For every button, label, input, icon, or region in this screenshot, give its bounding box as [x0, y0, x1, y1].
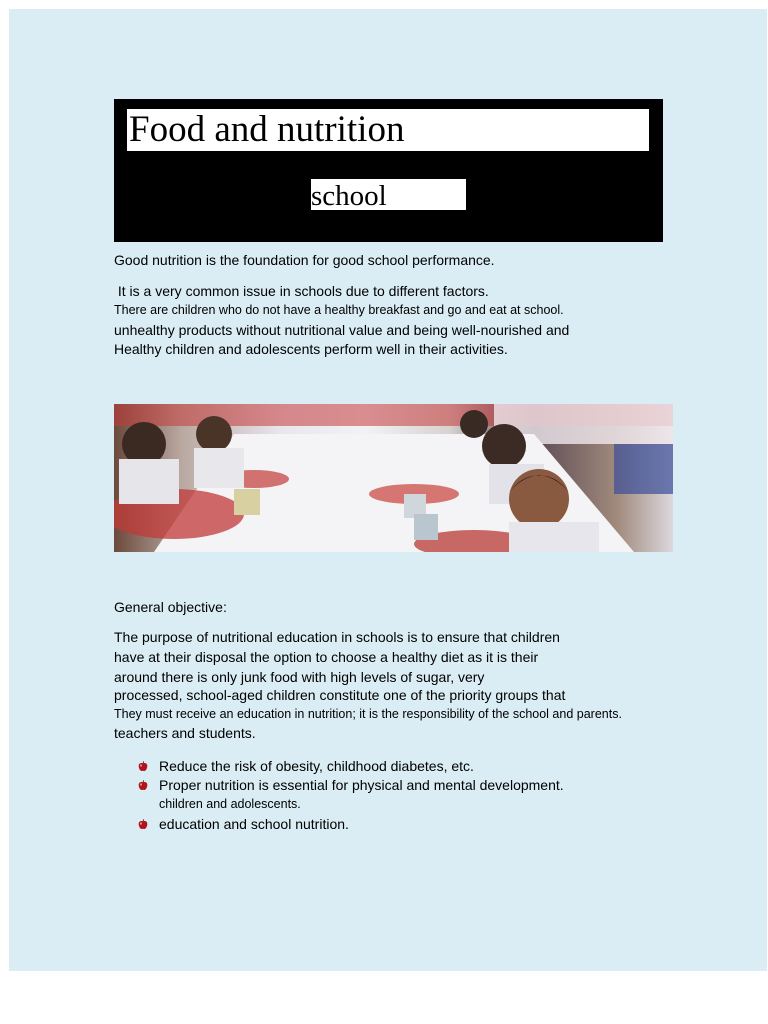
- bullet-text: Reduce the risk of obesity, childhood diabetes, etc.: [159, 758, 474, 774]
- objective-line-5: They must receive an education in nutrition; it is the responsibility of the school and parents.: [114, 707, 622, 721]
- intro-line-3: There are children who do not have a healthy breakfast and go and eat at school.: [114, 303, 564, 317]
- bullet-text: education and school nutrition.: [159, 816, 349, 832]
- objective-line-2: have at their disposal the option to choose a healthy diet as it is their: [114, 649, 539, 665]
- school-lunch-photo-illustration: [114, 404, 673, 552]
- list-item: [114, 815, 564, 834]
- list-item: [114, 776, 564, 795]
- intro-line-5: Healthy children and adolescents perform well in their activities.: [114, 341, 508, 357]
- apple-icon: [138, 761, 148, 772]
- bullet-continuation-text: children and adolescents.: [159, 797, 301, 811]
- bullet-text: Proper nutrition is essential for physical and mental development.: [159, 777, 564, 793]
- objective-line-4: processed, school-aged children constitute one of the priority groups that: [114, 687, 566, 703]
- title-banner: [114, 99, 663, 242]
- list-item: [114, 757, 564, 776]
- apple-icon: [138, 780, 148, 791]
- apple-icon: [138, 819, 148, 830]
- document-subtitle: school: [311, 179, 466, 210]
- list-item-continuation: [114, 795, 564, 815]
- intro-line-1: Good nutrition is the foundation for good school performance.: [114, 252, 495, 268]
- intro-line-4: unhealthy products without nutritional value and being well-nourished and: [114, 322, 570, 338]
- intro-line-2: It is a very common issue in schools due to different factors.: [114, 283, 489, 299]
- school-lunch-photo: [114, 404, 673, 552]
- objective-line-3: around there is only junk food with high levels of sugar, very: [114, 669, 485, 685]
- objective-bullet-list: [114, 757, 564, 834]
- document-page: [9, 9, 767, 971]
- document-title: Food and nutrition: [127, 109, 649, 151]
- objective-line-1: The purpose of nutritional education in schools is to ensure that children: [114, 629, 560, 645]
- objective-heading: General objective:: [114, 599, 227, 615]
- objective-line-6: teachers and students.: [114, 725, 256, 741]
